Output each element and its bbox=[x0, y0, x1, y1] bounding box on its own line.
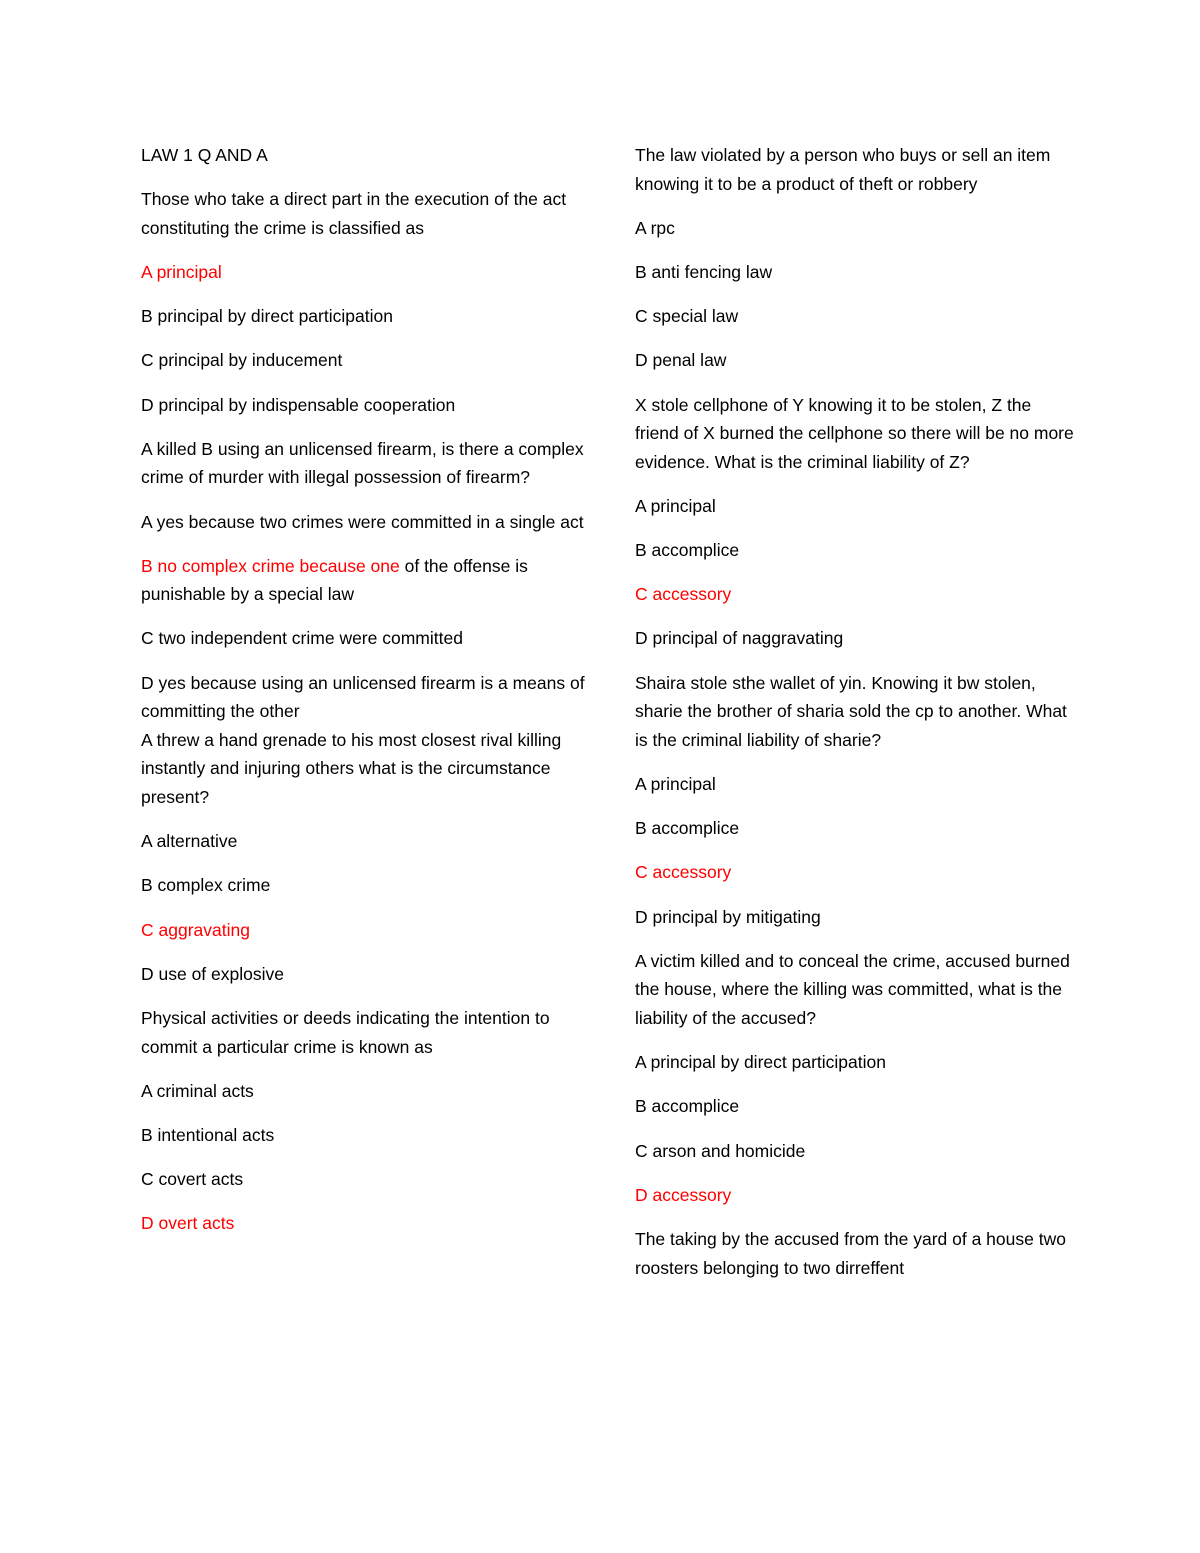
answer-highlight: B no complex crime because one bbox=[141, 555, 400, 576]
text-paragraph: B complex crime bbox=[141, 875, 271, 896]
text-paragraph: B anti fencing law bbox=[635, 261, 773, 282]
text-segment: of the offense is punishable by a special law bbox=[141, 555, 528, 605]
answer-option: C aggravating bbox=[141, 919, 250, 940]
text-paragraph: A killed B using an unlicensed firearm, is there a complex crime of murder with illegal possession of firearm? bbox=[141, 438, 584, 488]
text-paragraph: C arson and homicide bbox=[635, 1140, 806, 1161]
document-title: LAW 1 Q AND A bbox=[141, 145, 268, 165]
text-paragraph: B intentional acts bbox=[141, 1124, 275, 1145]
text-paragraph: A alternative bbox=[141, 831, 238, 852]
text-paragraph: B accomplice bbox=[635, 818, 740, 839]
text-paragraph: D yes because using an unlicensed firearm is a means of committing the other bbox=[141, 672, 585, 722]
text-paragraph: A victim killed and to conceal the crime, accused burned the house, where the killing was committed, what is the liability of the accused? bbox=[635, 950, 1070, 1028]
text-paragraph: Physical activities or deeds indicating the intention to commit a particular crime is known as bbox=[141, 1007, 550, 1057]
text-paragraph: A rpc bbox=[635, 217, 675, 238]
text-paragraph: C special law bbox=[635, 306, 739, 327]
answer-option: D overt acts bbox=[141, 1213, 235, 1234]
answer-option: A principal bbox=[141, 261, 222, 282]
text-paragraph: B accomplice bbox=[635, 1096, 740, 1117]
text-paragraph: The taking by the accused from the yard of a house two roosters belonging to two dirreffent bbox=[635, 1228, 1066, 1278]
text-paragraph: C principal by inducement bbox=[141, 350, 343, 371]
text-paragraph: D principal of naggravating bbox=[635, 628, 844, 649]
right-column bbox=[635, 141, 1075, 1298]
text-paragraph: C two independent crime were committed bbox=[141, 628, 463, 649]
text-paragraph: D principal by indispensable cooperation bbox=[141, 394, 456, 415]
answer-option-partial bbox=[141, 552, 586, 609]
text-paragraph: C covert acts bbox=[141, 1169, 244, 1190]
text-paragraph: A principal bbox=[635, 495, 716, 516]
text-paragraph: The law violated by a person who buys or sell an item knowing it to be a product of theft or robbery bbox=[635, 145, 1051, 194]
answer-option: C accessory bbox=[635, 862, 732, 883]
text-paragraph: D use of explosive bbox=[141, 963, 284, 984]
text-paragraph: X stole cellphone of Y knowing it to be stolen, Z the friend of X burned the cellphone so there will be no more evidence. What is the criminal liability of Z? bbox=[635, 394, 1074, 472]
text-paragraph: B accomplice bbox=[635, 540, 740, 561]
text-paragraph: D penal law bbox=[635, 350, 727, 371]
text-paragraph: D principal by mitigating bbox=[635, 906, 821, 927]
answer-option: D accessory bbox=[635, 1184, 732, 1205]
answer-option: C accessory bbox=[635, 584, 732, 605]
left-column bbox=[141, 141, 586, 1254]
text-paragraph: A yes because two crimes were committed in a single act bbox=[141, 511, 584, 532]
text-paragraph: B principal by direct participation bbox=[141, 306, 393, 327]
text-paragraph: A criminal acts bbox=[141, 1080, 254, 1101]
text-paragraph: A principal bbox=[635, 774, 716, 795]
text-paragraph: A principal by direct participation bbox=[635, 1052, 886, 1073]
text-paragraph: A threw a hand grenade to his most closest rival killing instantly and injuring others what is the circumstance present? bbox=[141, 729, 562, 808]
text-paragraph: Shaira stole sthe wallet of yin. Knowing it bw stolen, sharie the brother of sharia sold the cp to another. What is the criminal liability of sharie? bbox=[635, 672, 1067, 750]
text-paragraph: Those who take a direct part in the execution of the act constituting the crime is classified as bbox=[141, 189, 567, 238]
